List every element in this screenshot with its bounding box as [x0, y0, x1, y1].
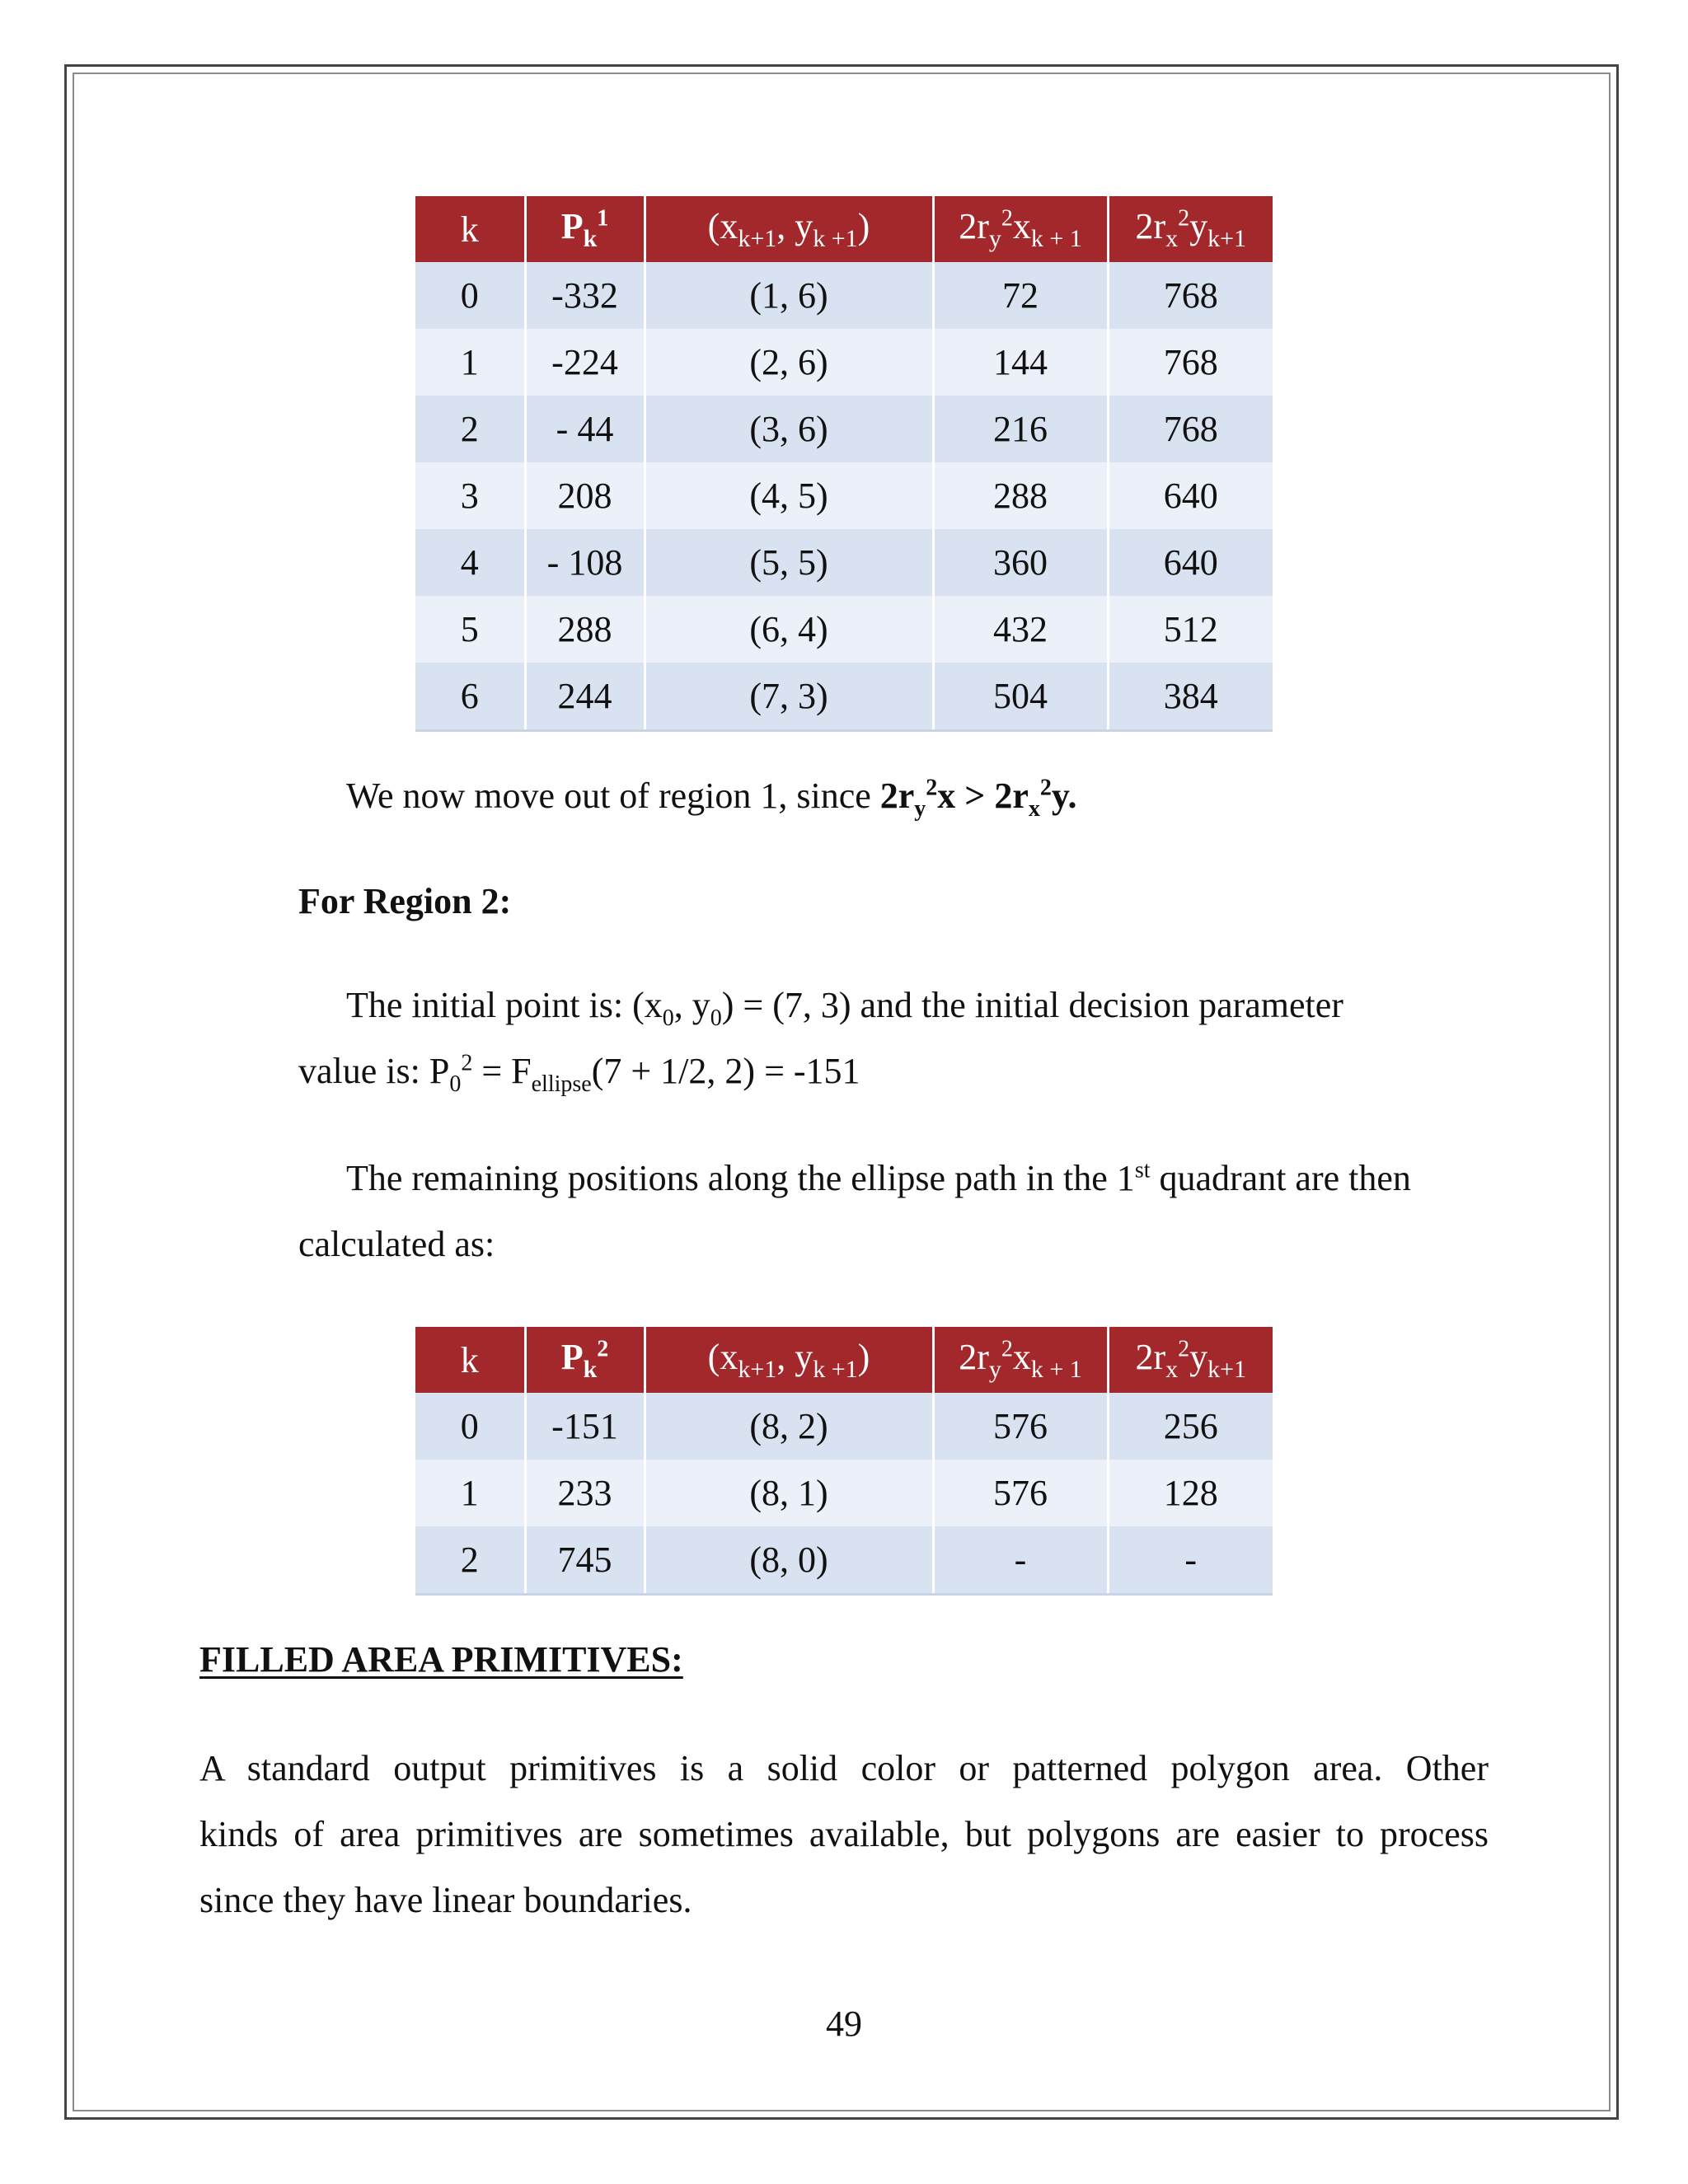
cell-p: 208 — [525, 462, 645, 529]
region2-heading: For Region 2: — [298, 881, 512, 921]
cell-p: 233 — [525, 1460, 645, 1526]
header-pk: $P_k^1$ — [525, 196, 645, 262]
header-2rx2y: $2r_x^2y_{k+1}$ — [1108, 1327, 1273, 1393]
cell-k: 2 — [415, 396, 525, 462]
filled-para-line1: A standard output primitives is a solid color or patterned polygon area. Other — [199, 1748, 1489, 1788]
cell-point: (2, 6) — [645, 329, 933, 396]
table-row — [415, 596, 1273, 663]
remaining-line1: The remaining positions along the ellipse path in the 1st quadrant are then — [346, 1157, 1411, 1198]
cell-a: 576 — [933, 1393, 1108, 1460]
cell-k: 5 — [415, 596, 525, 663]
cell-b: 512 — [1108, 596, 1273, 663]
cell-point: (7, 3) — [645, 663, 933, 731]
cell-a: 504 — [933, 663, 1108, 731]
table-row — [415, 329, 1273, 396]
cell-point: (8, 0) — [645, 1526, 933, 1595]
cell-p: -332 — [525, 262, 645, 329]
cell-a: - — [933, 1526, 1108, 1595]
cell-a: 72 — [933, 262, 1108, 329]
cell-p: -151 — [525, 1393, 645, 1460]
filled-para-line2: kinds of area primitives are sometimes available, but polygons are easier to process — [199, 1814, 1489, 1854]
cell-point: (3, 6) — [645, 396, 933, 462]
table-header-row — [415, 1327, 1273, 1393]
cell-p: 745 — [525, 1526, 645, 1595]
cell-a: 144 — [933, 329, 1108, 396]
cell-k: 1 — [415, 1460, 525, 1526]
cell-p: - 108 — [525, 529, 645, 596]
cell-k: 1 — [415, 329, 525, 396]
table-row — [415, 262, 1273, 329]
header-k: k — [415, 196, 525, 262]
table-row — [415, 1460, 1273, 1526]
cell-k: 3 — [415, 462, 525, 529]
header-point: ($x_{k+1}$, $y_{k +1}$) — [645, 1327, 933, 1393]
table-row — [415, 529, 1273, 596]
cell-p: -224 — [525, 329, 645, 396]
header-k: k — [415, 1327, 525, 1393]
cell-point: (8, 2) — [645, 1393, 933, 1460]
cell-p: 288 — [525, 596, 645, 663]
cell-a: 288 — [933, 462, 1108, 529]
cell-k: 2 — [415, 1526, 525, 1595]
cell-b: 768 — [1108, 262, 1273, 329]
cell-b: - — [1108, 1526, 1273, 1595]
cell-point: (6, 4) — [645, 596, 933, 663]
move-out-sentence: We now move out of region 1, since $2r_y^2x > 2r_x^2y$. — [346, 775, 1077, 822]
cell-a: 432 — [933, 596, 1108, 663]
cell-b: 768 — [1108, 329, 1273, 396]
table-row — [415, 1526, 1273, 1595]
table-row — [415, 462, 1273, 529]
initial-point-line1: The initial point is: ($x_0$, $y_0) = (7$, 3) and the initial decision parameter — [346, 985, 1343, 1031]
cell-b: 256 — [1108, 1393, 1273, 1460]
header-pk: $P_k^2$ — [525, 1327, 645, 1393]
cell-b: 128 — [1108, 1460, 1273, 1526]
table-row — [415, 663, 1273, 731]
cell-b: 768 — [1108, 396, 1273, 462]
cell-p: - 44 — [525, 396, 645, 462]
header-2ry2x: $2r_y^2x_{k + 1}$ — [933, 196, 1108, 262]
header-2ry2x: $2r_y^2x_{k + 1}$ — [933, 1327, 1108, 1393]
cell-b: 384 — [1108, 663, 1273, 731]
cell-k: 0 — [415, 1393, 525, 1460]
cell-point: (5, 5) — [645, 529, 933, 596]
cell-a: 360 — [933, 529, 1108, 596]
page-number: 49 — [826, 2004, 862, 2044]
header-point: ($x_{k+1}$, $y_{k +1}$) — [645, 196, 933, 262]
cell-k: 0 — [415, 262, 525, 329]
header-2rx2y: $2r_x^2y_{k+1}$ — [1108, 196, 1273, 262]
table-row — [415, 1393, 1273, 1460]
cell-b: 640 — [1108, 462, 1273, 529]
cell-point: (1, 6) — [645, 262, 933, 329]
cell-k: 4 — [415, 529, 525, 596]
cell-point: (4, 5) — [645, 462, 933, 529]
cell-p: 244 — [525, 663, 645, 731]
filled-para-line3: since they have linear boundaries. — [199, 1880, 692, 1920]
cell-point: (8, 1) — [645, 1460, 933, 1526]
remaining-line2: calculated as: — [298, 1224, 495, 1264]
table-row — [415, 396, 1273, 462]
table-header-row — [415, 196, 1273, 262]
initial-point-line2: value is: $P_0^2 = F_{ellipse}(7 + 1/2$, 2) = -151 — [298, 1050, 860, 1097]
cell-a: 576 — [933, 1460, 1108, 1526]
cell-b: 640 — [1108, 529, 1273, 596]
cell-k: 6 — [415, 663, 525, 731]
region1-table — [415, 196, 1273, 732]
cell-a: 216 — [933, 396, 1108, 462]
region2-table — [415, 1327, 1273, 1596]
filled-area-heading: FILLED AREA PRIMITIVES: — [199, 1639, 683, 1680]
